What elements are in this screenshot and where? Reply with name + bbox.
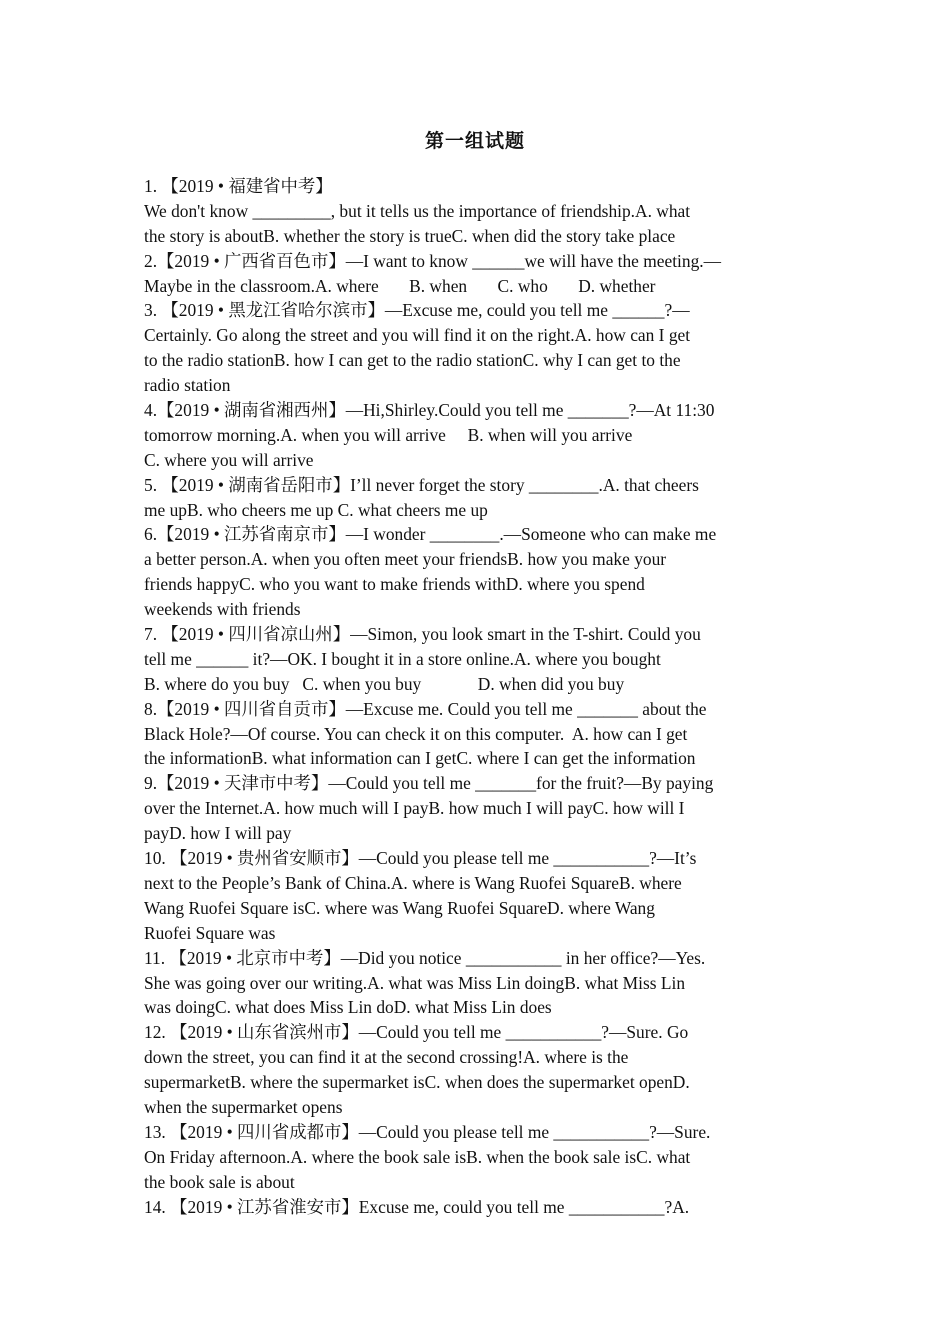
text-line: 6.【2019 • 江苏省南京市】—I wonder ________.—Someone who can make me bbox=[144, 524, 717, 545]
text-line: friends happyC. who you want to make friends withD. where you spend bbox=[144, 574, 645, 595]
text-line: payD. how I will pay bbox=[144, 823, 292, 844]
text-line: 9.【2019 • 天津市中考】—Could you tell me _______for the fruit?—By paying bbox=[144, 773, 714, 794]
text-line: 11. 【2019 • 北京市中考】—Did you notice ___________ in her office?—Yes. bbox=[144, 947, 706, 968]
text-line: She was going over our writing.A. what was Miss Lin doingB. what Miss Lin bbox=[144, 972, 686, 993]
text-line: B. where do you buy C. when you buy D. when did you buy bbox=[144, 673, 625, 694]
text-line: 10. 【2019 • 贵州省安顺市】—Could you please tell me ___________?—It’s bbox=[144, 848, 697, 869]
text-line: C. where you will arrive bbox=[144, 449, 314, 470]
text-line: the informationB. what information can I getC. where I can get the information bbox=[144, 748, 696, 769]
text-line: down the street, you can find it at the second crossing!A. where is the bbox=[144, 1047, 629, 1068]
text-line: next to the People’s Bank of China.A. where is Wang Ruofei SquareB. where bbox=[144, 872, 682, 893]
text-line: 8.【2019 • 四川省自贡市】—Excuse me. Could you tell me _______ about the bbox=[144, 698, 707, 719]
text-line: Certainly. Go along the street and you will find it on the right.A. how can I get bbox=[144, 325, 691, 346]
text-line: when the supermarket opens bbox=[144, 1096, 343, 1117]
page-title: 第一组试题 bbox=[424, 130, 525, 152]
text-line: 14. 【2019 • 江苏省淮安市】Excuse me, could you tell me ___________?A. bbox=[144, 1196, 690, 1217]
text-line: tomorrow morning.A. when you will arrive B. when will you arrive bbox=[144, 424, 633, 445]
text-line: me upB. who cheers me up C. what cheers me up bbox=[144, 499, 488, 520]
text-line: 1. 【2019 • 福建省中考】 bbox=[144, 176, 333, 196]
text-line: the story is aboutB. whether the story is trueC. when did the story take place bbox=[144, 225, 676, 246]
text-line: 3. 【2019 • 黑龙江省哈尔滨市】—Excuse me, could you tell me ______?— bbox=[144, 300, 690, 321]
text-line: 2.【2019 • 广西省百色市】—I want to know ______we will have the meeting.— bbox=[144, 250, 722, 271]
text-line: 13. 【2019 • 四川省成都市】—Could you please tell me ___________?—Sure. bbox=[144, 1121, 711, 1142]
text-line: 12. 【2019 • 山东省滨州市】—Could you tell me ___________?—Sure. Go bbox=[144, 1022, 689, 1043]
text-line: Maybe in the classroom.A. where B. when C. who D. whether bbox=[144, 275, 656, 296]
text-line: On Friday afternoon.A. where the book sale isB. when the book sale isC. what bbox=[144, 1146, 691, 1167]
text-line: radio station bbox=[144, 375, 231, 396]
question-text-body bbox=[144, 174, 812, 1219]
text-line: Wang Ruofei Square isC. where was Wang Ruofei SquareD. where Wang bbox=[144, 897, 655, 918]
text-line: We don't know _________, but it tells us the importance of friendship.A. what bbox=[144, 200, 691, 221]
text-line: 5. 【2019 • 湖南省岳阳市】I’ll never forget the story ________.A. that cheers bbox=[144, 474, 699, 495]
text-line: tell me ______ it?—OK. I bought it in a store online.A. where you bought bbox=[144, 648, 661, 669]
text-line: 7. 【2019 • 四川省凉山州】—Simon, you look smart in the T-shirt. Could you bbox=[144, 624, 701, 645]
text-line: to the radio stationB. how I can get to the radio stationC. why I can get to the bbox=[144, 350, 681, 371]
text-line: supermarketB. where the supermarket isC. when does the supermarket openD. bbox=[144, 1072, 690, 1093]
text-line: Ruofei Square was bbox=[144, 922, 276, 943]
text-line: the book sale is about bbox=[144, 1171, 295, 1192]
text-line: over the Internet.A. how much will I payB. how much I will payC. how will I bbox=[144, 798, 685, 819]
text-line: was doingC. what does Miss Lin doD. what Miss Lin does bbox=[144, 997, 552, 1018]
text-line: weekends with friends bbox=[144, 599, 301, 620]
text-line: a better person.A. when you often meet your friendsB. how you make your bbox=[144, 549, 667, 570]
text-line: Black Hole?—Of course. You can check it on this computer. A. how can I get bbox=[144, 723, 688, 744]
text-line: 4.【2019 • 湖南省湘西州】—Hi,Shirley.Could you tell me _______?—At 11:30 bbox=[144, 400, 715, 421]
